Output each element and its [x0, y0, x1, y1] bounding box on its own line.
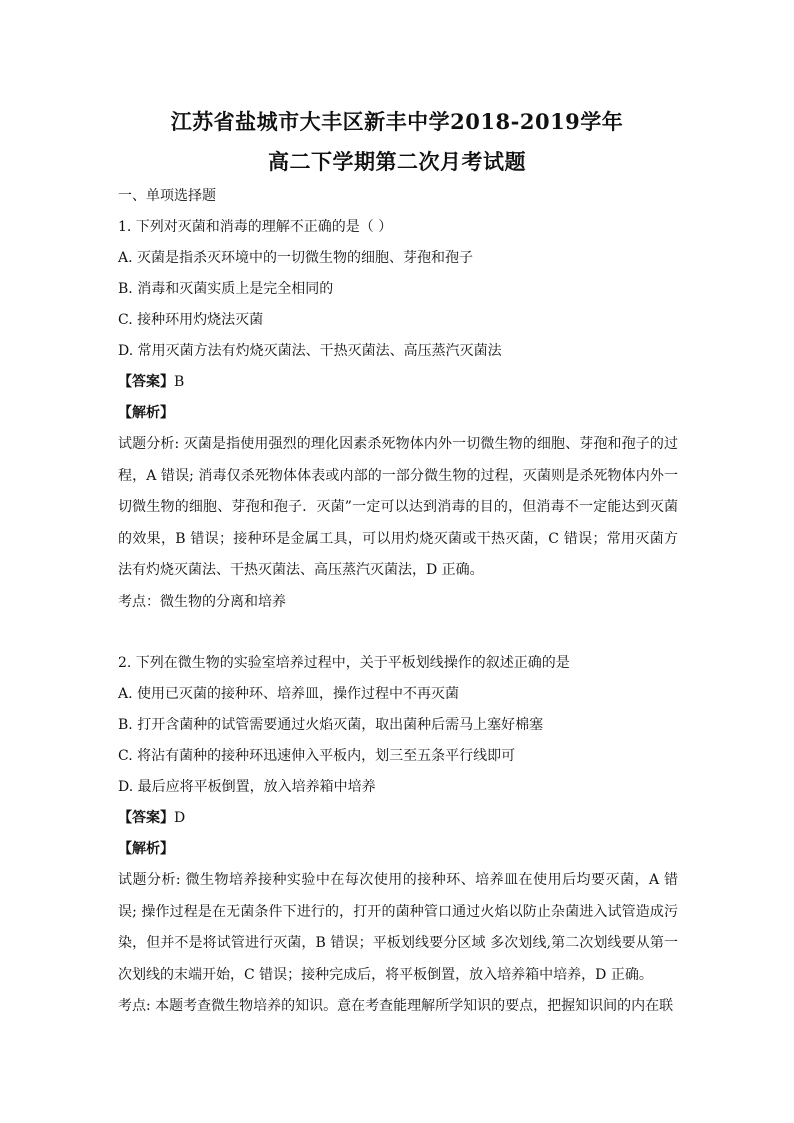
answer-label: 【答案】	[118, 810, 174, 826]
question-1-answer	[118, 367, 678, 398]
question-2-block	[118, 648, 678, 1022]
question-2-option-a: A. 使用已灭菌的接种环、培养皿，操作过程中不再灭菌	[118, 686, 460, 702]
question-2-stem: 2. 下列在微生物的实验室培养过程中，关于平板划线操作的叙述正确的是	[118, 655, 570, 671]
question-1-topic: 考点：微生物的分离和培养	[118, 593, 286, 610]
answer-label: 【答案】	[118, 374, 174, 390]
document-title-line2: 高二下学期第二次月考试题	[268, 149, 526, 174]
question-1-block	[118, 181, 678, 618]
question-2-option-c: C. 将沾有菌种的接种环迅速伸入平板内，划三至五条平行线即可	[118, 748, 516, 764]
question-1-option-d: D. 常用灭菌方法有灼烧灭菌法、干热灭菌法、高压蒸汽灭菌法	[118, 343, 502, 359]
answer-value: B	[174, 374, 185, 390]
question-2-option-d: D. 最后应将平板倒置，放入培养箱中培养	[118, 779, 376, 795]
question-2-analysis: 试题分析: 微生物培养接种实验中在每次使用的接种环、培养皿在使用后均要灭菌，A 错误; 操作过程是在无菌条件下进行的，打开的菌种管口通过火焰以防止杂菌进入试管造成污染，但并不是将试管进行灭菌，B 错误；平板划线要分区域 多次划线,第二次划线要从第一次划线的末端开始，C 错误；接种完成后，将平板倒置，放入培养箱中培养，D 正确。	[118, 872, 678, 983]
question-2-analysis-label: 【解析】	[118, 841, 174, 857]
question-1-option-a: A. 灭菌是指杀灭环境中的一切微生物的细胞、芽孢和孢子	[118, 250, 474, 266]
question-1-option-c: C. 接种环用灼烧法灭菌	[118, 312, 264, 328]
question-1-option-b: B. 消毒和灭菌实质上是完全相同的	[118, 281, 334, 297]
question-2-option-b: B. 打开含菌种的试管需要通过火焰灭菌，取出菌种后需马上塞好棉塞	[118, 717, 544, 733]
question-1-stem: 1. 下列对灭菌和消毒的理解不正确的是（ ）	[118, 219, 393, 235]
answer-value: D	[174, 810, 186, 826]
question-1-analysis: 试题分析: 灭菌是指使用强烈的理化因素杀死物体内外一切微生物的细胞、芽孢和孢子的过程，A 错误; 消毒仅杀死物体体表或内部的一部分微生物的过程，灭菌则是杀死物体内外一切微生物的细胞、芽孢和孢子．灭菌”一定可以达到消毒的目的，但消毒不一定能达到灭菌的效果，B 错误；接种环是金属工具，可以用灼烧灭菌或干热灭菌，C 错误；常用灭菌方法有灼烧灭菌法、干热灭菌法、高压蒸汽灭菌法，D 正确。	[118, 436, 678, 578]
question-1-analysis-label: 【解析】	[118, 405, 174, 421]
section-heading: 一、单项选择题	[118, 188, 216, 204]
document-title-line1: 江苏省盐城市大丰区新丰中学2018-2019学年	[170, 109, 624, 134]
question-2-answer	[118, 803, 678, 834]
question-2-topic: 考点: 本题考查微生物培养的知识。意在考查能理解所学知识的要点，把握知识间的内在联	[118, 998, 674, 1014]
